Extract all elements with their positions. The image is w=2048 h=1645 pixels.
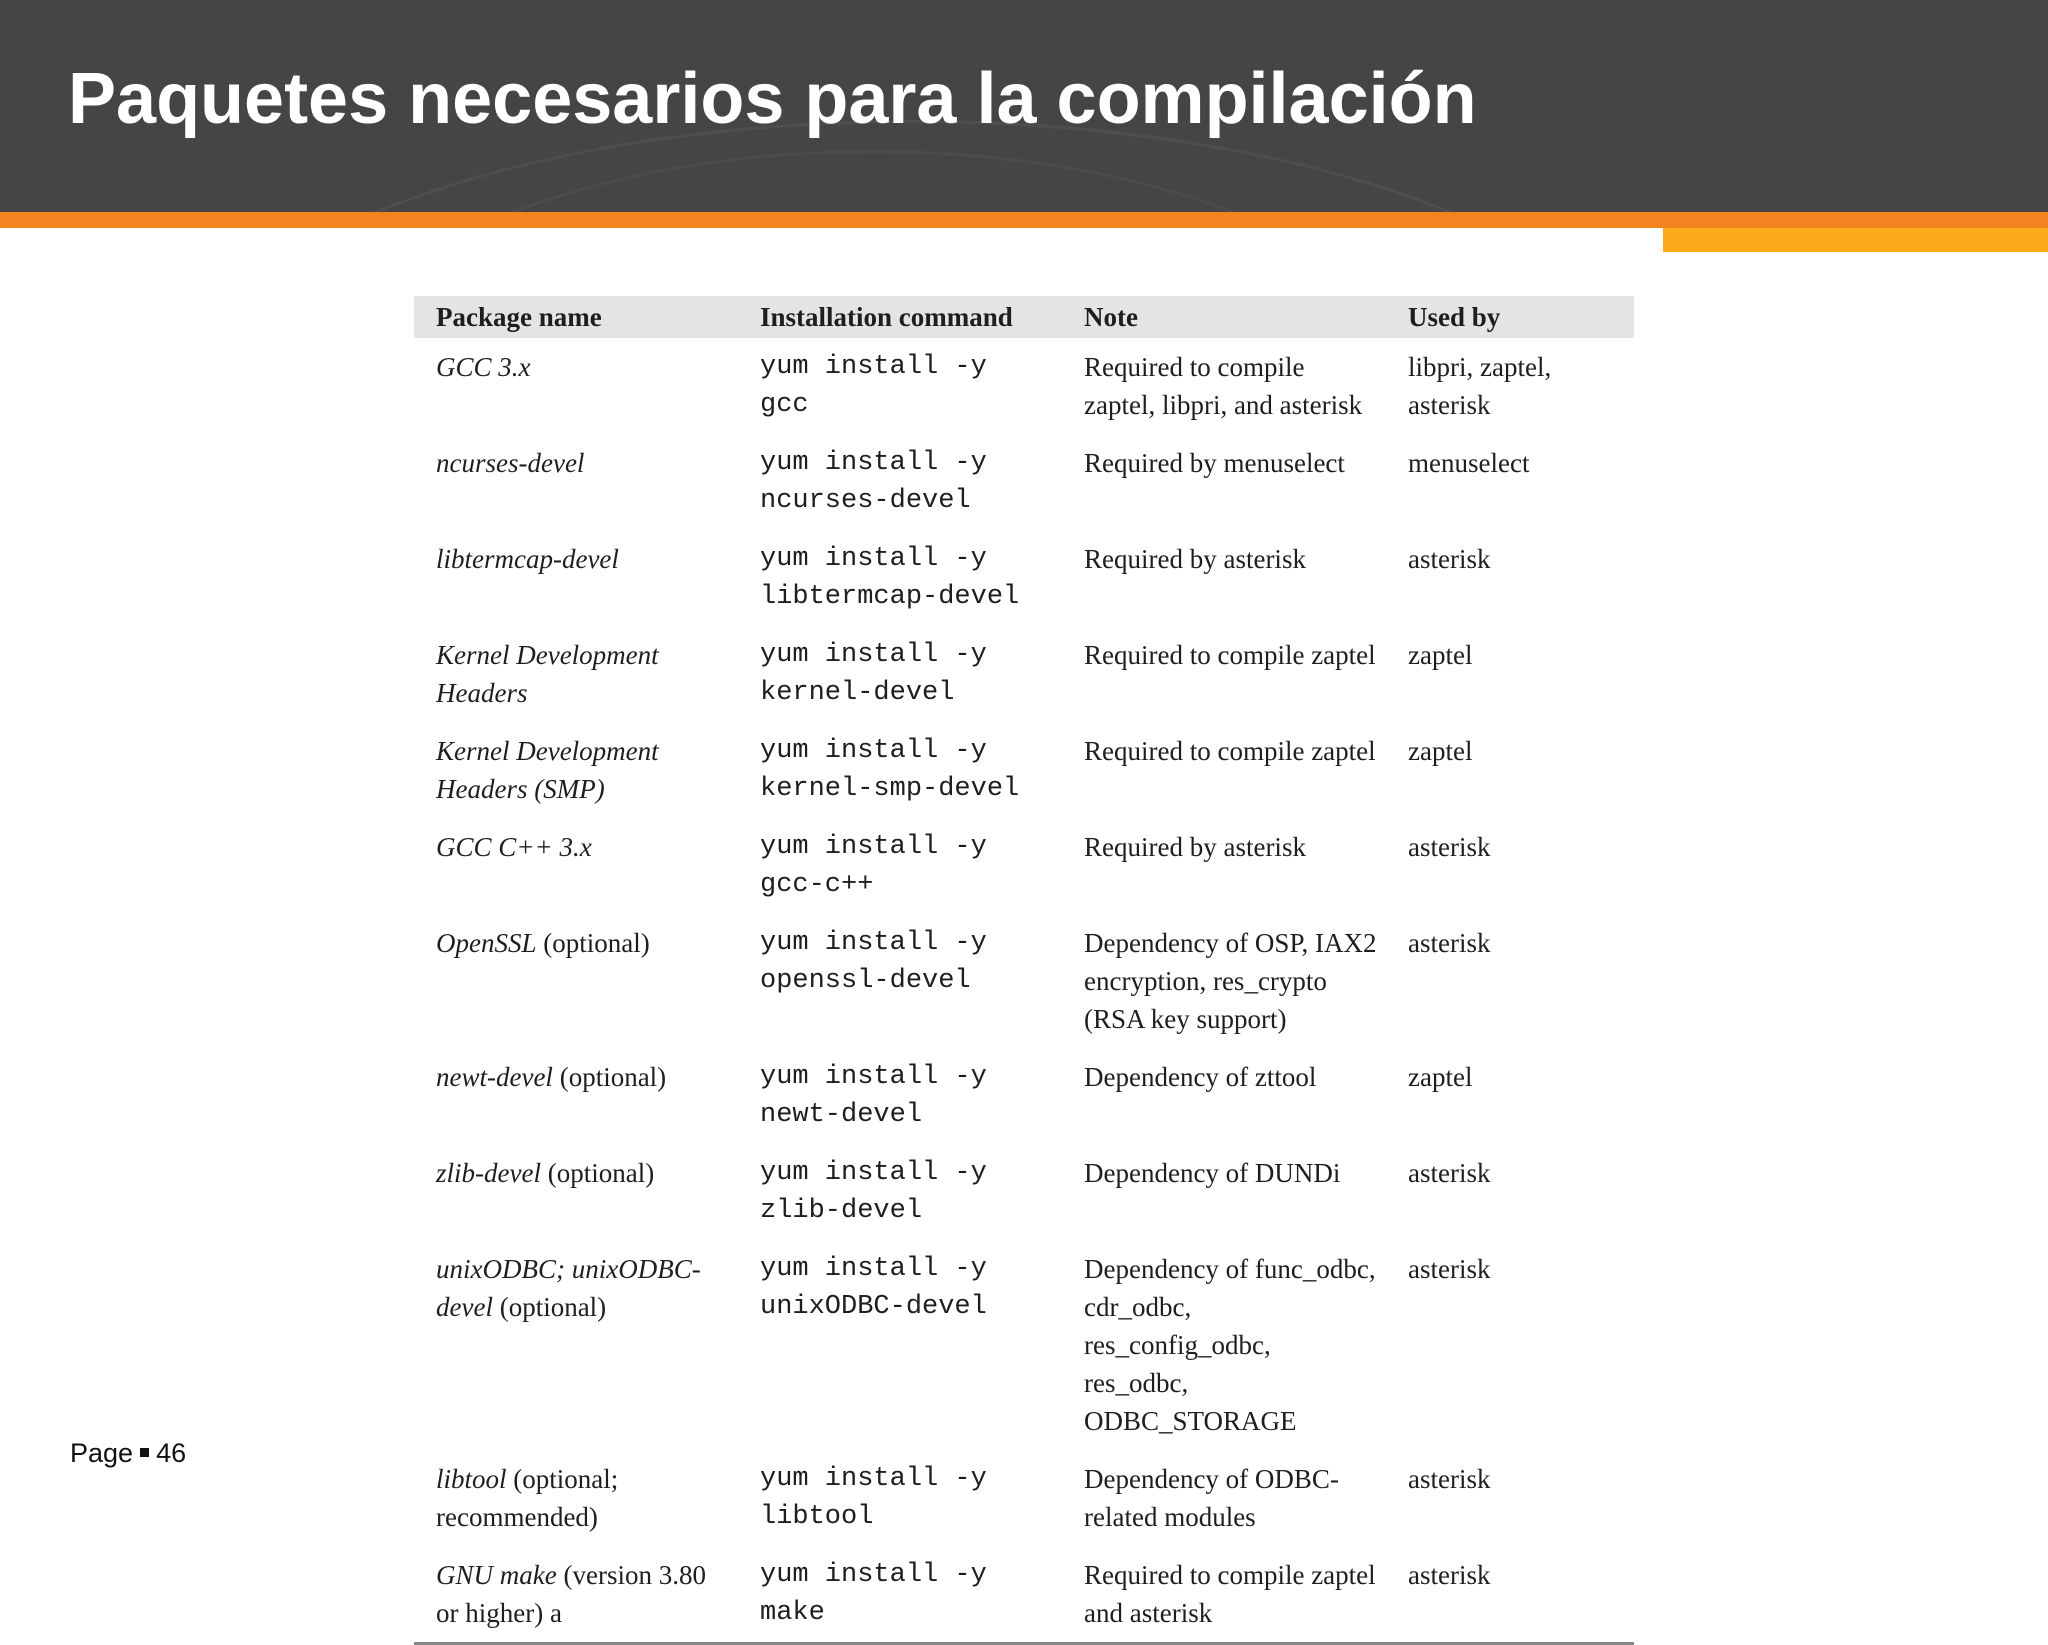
slide-header	[0, 0, 2048, 212]
used-by-cell: asterisk	[1408, 928, 1491, 958]
install-command-line: yum install -y	[760, 1464, 987, 1494]
column-header-note: Note	[1084, 302, 1138, 332]
install-command-package: kernel-smp-devel	[760, 774, 1020, 804]
table-row	[414, 338, 1634, 434]
package-name: GCC 3.x	[436, 352, 531, 382]
package-name-cell	[414, 1450, 738, 1546]
page-number: 46	[156, 1438, 187, 1468]
package-name-cell	[414, 530, 738, 626]
used-by-cell: zaptel	[1408, 640, 1473, 670]
square-bullet-icon	[140, 1448, 149, 1457]
package-name: unixODBC; unixODBC-devel	[436, 1254, 701, 1322]
install-command-cell	[738, 818, 1062, 914]
install-command-line: yum install -y	[760, 1254, 987, 1284]
install-command-cell	[738, 914, 1062, 1048]
column-header-installation-command: Installation command	[760, 302, 1013, 332]
install-command-line: yum install -y	[760, 832, 987, 862]
note-cell: Required to compile zaptel	[1084, 736, 1376, 766]
install-command-package: zlib-devel	[760, 1196, 923, 1226]
package-name: Kernel Development Headers (SMP)	[436, 736, 659, 804]
used-by-cell: asterisk	[1408, 1158, 1491, 1188]
table-row	[414, 1546, 1634, 1644]
package-name: newt-devel	[436, 1062, 553, 1092]
column-header-used-by: Used by	[1408, 302, 1501, 332]
table-row	[414, 434, 1634, 530]
yellow-accent-bar	[1663, 228, 2048, 252]
package-name-cell	[414, 914, 738, 1048]
install-command-package: kernel-devel	[760, 678, 955, 708]
package-qualifier: (version 3.80 or higher) a	[436, 1560, 706, 1628]
note-cell: Dependency of func_odbc, cdr_odbc, res_config_odbc, res_odbc, ODBC_STORAGE	[1084, 1254, 1376, 1436]
table-row	[414, 626, 1634, 722]
install-command-line: yum install -y	[760, 928, 987, 958]
package-qualifier: (optional)	[492, 1292, 607, 1322]
package-name-cell	[414, 1048, 738, 1144]
install-command-cell	[738, 1240, 1062, 1450]
install-command-line: yum install -y	[760, 544, 987, 574]
package-qualifier: (optional)	[552, 1062, 667, 1092]
install-command-cell	[738, 530, 1062, 626]
used-by-cell: asterisk	[1408, 1560, 1491, 1590]
note-cell: Required by asterisk	[1084, 544, 1306, 574]
used-by-cell: asterisk	[1408, 544, 1491, 574]
note-cell: Dependency of zttool	[1084, 1062, 1317, 1092]
install-command-cell	[738, 626, 1062, 722]
table-row	[414, 914, 1634, 1048]
install-command-line: yum install -y	[760, 640, 987, 670]
package-name: ncurses-devel	[436, 448, 585, 478]
note-cell: Required to compile zaptel and asterisk	[1084, 1560, 1376, 1628]
used-by-cell: asterisk	[1408, 1464, 1491, 1494]
package-qualifier: (optional; recommended)	[436, 1464, 619, 1532]
used-by-cell: menuselect	[1408, 448, 1530, 478]
used-by-cell: libpri, zaptel, asterisk	[1408, 352, 1552, 420]
package-name: GNU make	[436, 1560, 557, 1590]
note-cell: Dependency of ODBC-related modules	[1084, 1464, 1339, 1532]
install-command-cell	[738, 1048, 1062, 1144]
packages-table	[414, 296, 1634, 1645]
package-name-cell	[414, 626, 738, 722]
install-command-package: make	[760, 1598, 825, 1628]
page-number-footer	[70, 1438, 186, 1469]
install-command-cell	[738, 722, 1062, 818]
note-cell: Dependency of OSP, IAX2 encryption, res_crypto (RSA key support)	[1084, 928, 1377, 1034]
install-command-package: ncurses-devel	[760, 486, 971, 516]
table-header-row	[414, 296, 1634, 338]
table-row	[414, 818, 1634, 914]
install-command-line: yum install -y	[760, 1158, 987, 1188]
table-row	[414, 530, 1634, 626]
install-command-package: libtool	[760, 1502, 874, 1532]
install-command-package: gcc-c++	[760, 870, 874, 900]
install-command-cell	[738, 338, 1062, 434]
table-row	[414, 1240, 1634, 1450]
package-name-cell	[414, 1240, 738, 1450]
install-command-package: gcc	[760, 390, 809, 420]
page-label: Page	[70, 1438, 134, 1468]
install-command-package: unixODBC-devel	[760, 1292, 987, 1322]
package-name-cell	[414, 722, 738, 818]
note-cell: Dependency of DUNDi	[1084, 1158, 1341, 1188]
install-command-package: newt-devel	[760, 1100, 923, 1130]
install-command-line: yum install -y	[760, 448, 987, 478]
note-cell: Required to compile zaptel	[1084, 640, 1376, 670]
install-command-package: libtermcap-devel	[760, 582, 1020, 612]
used-by-cell: asterisk	[1408, 1254, 1491, 1284]
used-by-cell: zaptel	[1408, 1062, 1473, 1092]
package-name: GCC C++ 3.x	[436, 832, 592, 862]
orange-accent-bar	[0, 212, 2048, 228]
package-name-cell	[414, 1546, 738, 1644]
package-qualifier: (optional)	[536, 928, 650, 958]
note-cell: Required to compile zaptel, libpri, and asterisk	[1084, 352, 1363, 420]
package-name-cell	[414, 818, 738, 914]
install-command-cell	[738, 1144, 1062, 1240]
note-cell: Required by asterisk	[1084, 832, 1306, 862]
install-command-line: yum install -y	[760, 1560, 987, 1590]
install-command-line: yum install -y	[760, 352, 987, 382]
table-row	[414, 1450, 1634, 1546]
used-by-cell: asterisk	[1408, 832, 1491, 862]
install-command-cell	[738, 434, 1062, 530]
package-qualifier: (optional)	[540, 1158, 655, 1188]
package-name: libtermcap-devel	[436, 544, 619, 574]
table-row	[414, 722, 1634, 818]
install-command-cell	[738, 1450, 1062, 1546]
used-by-cell: zaptel	[1408, 736, 1473, 766]
slide-title: Paquetes necesarios para la compilación	[68, 59, 1477, 139]
package-name: zlib-devel	[436, 1158, 541, 1188]
package-name: OpenSSL	[436, 928, 537, 958]
install-command-cell	[738, 1546, 1062, 1644]
note-cell: Required by menuselect	[1084, 448, 1345, 478]
package-name: Kernel Development Headers	[436, 640, 659, 708]
package-name: libtool	[436, 1464, 507, 1494]
table-row	[414, 1048, 1634, 1144]
package-name-cell	[414, 338, 738, 434]
install-command-line: yum install -y	[760, 1062, 987, 1092]
package-name-cell	[414, 434, 738, 530]
package-name-cell	[414, 1144, 738, 1240]
install-command-line: yum install -y	[760, 736, 987, 766]
table-row	[414, 1144, 1634, 1240]
column-header-package-name: Package name	[436, 302, 602, 332]
install-command-package: openssl-devel	[760, 966, 971, 996]
